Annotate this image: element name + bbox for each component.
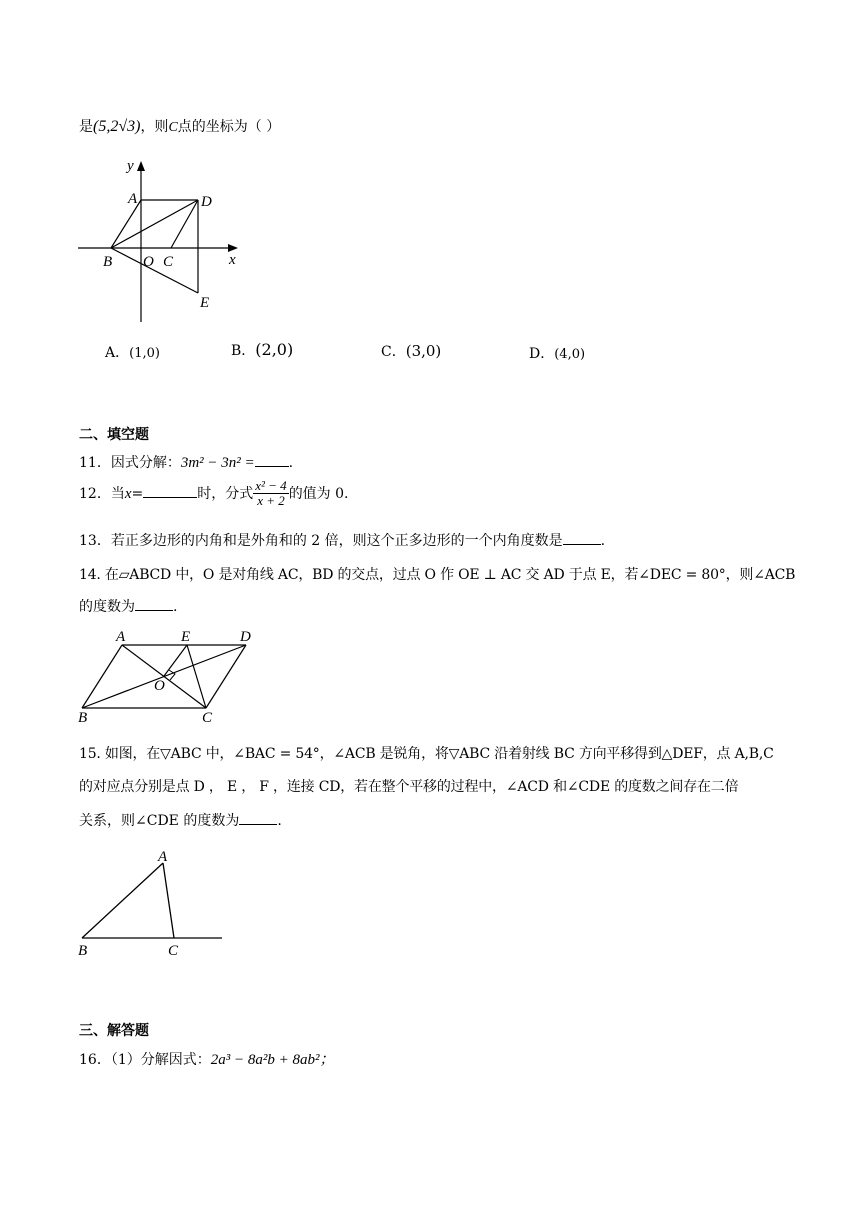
q15-answer-blank[interactable] — [239, 812, 277, 825]
label-b: B — [78, 710, 88, 726]
q12-answer-blank[interactable] — [143, 485, 197, 498]
segment-ec — [187, 645, 206, 708]
q15-line1: 15. 如图，在▽ABC 中，∠BAC = 54°，∠ACB 是锐角，将▽ABC 沿着射线 BC 方向平移得到△DEF，点 A,B,C — [79, 746, 774, 762]
section-3-title: 三、解答题 — [79, 1023, 149, 1039]
segment-oe — [164, 645, 187, 676]
label-c: C — [168, 943, 179, 959]
label-c: C — [163, 254, 174, 270]
q15-line3 — [79, 810, 282, 830]
label-a: A — [158, 849, 168, 865]
side-ab — [82, 863, 163, 938]
label-e: E — [200, 295, 210, 311]
segment-be — [111, 248, 198, 293]
y-axis-arrow — [137, 161, 145, 171]
q15-line3-text: 关系，则∠CDE 的度数为 — [79, 813, 240, 829]
q15-tail: . — [277, 813, 282, 829]
q14-tail: . — [173, 599, 178, 615]
q13-tail: . — [600, 533, 606, 549]
q14-line2-text: 的度数为 — [79, 599, 135, 615]
q13-text: 13．若正多边形的内角和是外角和的 2 倍，则这个正多边形的一个内角度数是 — [79, 533, 563, 549]
q13 — [79, 530, 605, 550]
side-dc — [206, 645, 246, 708]
side-ab — [82, 645, 122, 708]
q11-expression: 3m² − 3n² = — [180, 455, 255, 471]
q14-parallelogram-figure — [74, 628, 264, 726]
label-c: C — [202, 710, 213, 726]
label-o: O — [154, 678, 165, 694]
q10-intro-suffix: 点的坐标为（ ） — [177, 119, 281, 135]
q11-text: 因式分解： — [110, 455, 181, 471]
q15-line2: 的对应点分别是点 D ， E ， F ，连接 CD，若在整个平移的过程中，∠ACD 和∠CDE 的度数之间存在二倍 — [79, 779, 739, 795]
option-letter: A． — [105, 345, 130, 361]
q14-line2 — [79, 596, 177, 616]
label-b: B — [103, 254, 113, 270]
label-a: A — [116, 629, 126, 645]
q14-line1: 14. 在▱ABCD 中，O 是对角线 AC，BD 的交点，过点 O 作 OE ⊥ AC 交 AD 于点 E，若∠DEC = 80°，则∠ACB — [79, 567, 796, 583]
q12-number: 12． — [79, 485, 111, 502]
q10-option-c — [381, 341, 441, 361]
q10-coordinate-figure — [70, 150, 250, 330]
q12-var: x — [124, 485, 132, 502]
q10-option-b — [231, 340, 293, 360]
side-ac — [163, 863, 174, 938]
q11-number: 11． — [79, 455, 111, 471]
option-value: (2,0) — [255, 340, 294, 359]
q10-option-d — [529, 343, 585, 363]
label-b: B — [78, 943, 88, 959]
fraction-numerator: x² − 4 — [255, 478, 287, 493]
q10-option-a — [105, 342, 160, 362]
option-letter: D． — [529, 346, 555, 362]
q16-number: 16．（1）分解因式： — [79, 1052, 211, 1068]
q10-intro — [79, 116, 280, 136]
option-value: (4,0) — [554, 347, 586, 362]
label-y: y — [127, 158, 134, 174]
option-value: (1,0) — [129, 346, 160, 361]
q12 — [79, 479, 349, 509]
section-2-title: 二、填空题 — [79, 427, 149, 443]
segment-ba — [111, 200, 141, 248]
q13-answer-blank[interactable] — [563, 532, 601, 545]
q12-text-c: 的值为 0. — [288, 485, 349, 502]
right-angle-mark — [169, 670, 175, 680]
label-d: D — [240, 629, 251, 645]
option-value: (3,0) — [405, 342, 442, 360]
q10-intro-mid: ，则 — [140, 119, 169, 135]
q16 — [79, 1048, 334, 1069]
label-a: A — [128, 191, 138, 207]
option-letter: C． — [381, 344, 406, 360]
q10-point-var: C — [168, 120, 178, 135]
x-axis-arrow — [228, 244, 238, 252]
q11 — [79, 452, 293, 472]
q12-fraction — [253, 479, 288, 509]
q12-text-a: 当 — [110, 485, 125, 502]
q11-tail: . — [288, 455, 294, 471]
q15-triangle-figure — [72, 842, 232, 962]
q10-point: (5,2√3) — [93, 118, 141, 135]
label-d: D — [201, 194, 212, 210]
q12-eq: = — [131, 485, 144, 502]
q16-expression: 2a³ − 8a²b + 8ab²； — [210, 1052, 335, 1068]
label-o: O — [143, 254, 154, 270]
q14-answer-blank[interactable] — [135, 598, 173, 611]
q10-intro-prefix: 是 — [79, 119, 93, 135]
label-x: x — [229, 252, 236, 268]
q11-answer-blank[interactable] — [255, 454, 289, 467]
fraction-denominator: x + 2 — [257, 493, 285, 509]
option-letter: B． — [231, 343, 256, 359]
diagonal-bd — [82, 645, 246, 708]
label-e: E — [181, 629, 191, 645]
q12-text-b: 时，分式 — [197, 485, 254, 502]
